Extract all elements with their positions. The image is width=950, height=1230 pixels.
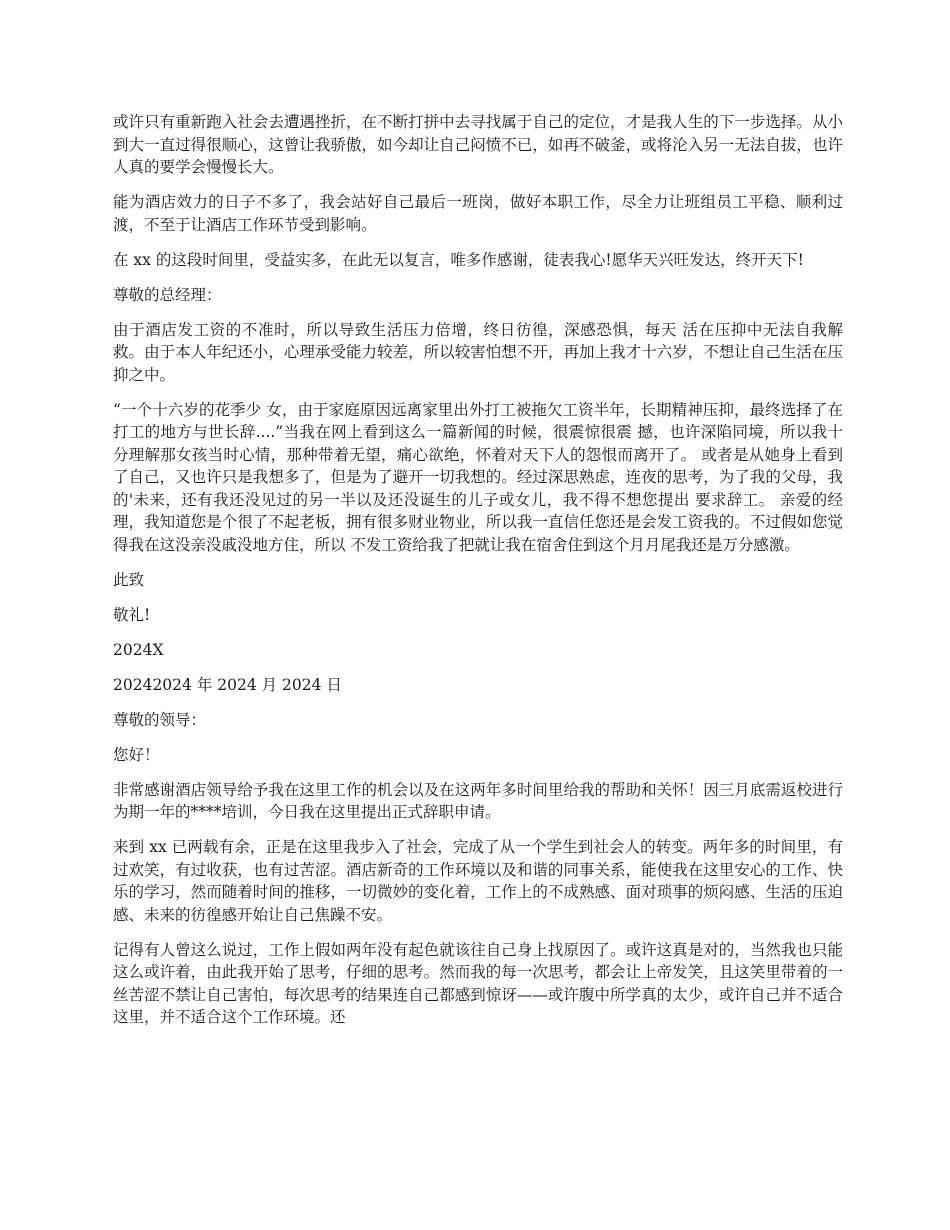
document-page (113, 111, 843, 1041)
salutation: 尊敬的总经理： (113, 285, 222, 304)
paragraph: 在 xx 的这段时间里，受益实多，在此无以复言，唯多作感谢，徒表我心!愿华天兴旺发达，终开天下! (113, 250, 804, 269)
greeting: 您好！ (113, 745, 160, 764)
salutation: 尊敬的领导： (113, 710, 207, 729)
closing-line: 此致 (113, 570, 145, 589)
paragraph: 记得有人曾这么说过，工作上假如两年没有起色就该往自己身上找原因了。或许这真是对的，当然我也只能这么或许着，由此我开始了思考，仔细的思考。然而我的每一次思考，都会让上帝发笑，且这笑里带着的一丝苦涩不禁让自己害怕，每次思考的结果连自己都感到惊讶——或许腹中所学真的太少，或许自己并不适合这里，并不适合这个工作环境。还 (113, 940, 843, 1026)
closing-line: 敬礼! (113, 605, 151, 624)
paragraph: 能为酒店效力的日子不多了，我会站好自己最后一班岗，做好本职工作，尽全力让班组员工平稳、顺利过渡，不至于让酒店工作环节受到影响。 (113, 193, 843, 234)
paragraph: “一个十六岁的花季少 女，由于家庭原因远离家里出外打工被拖欠工资半年，长期精神压抑，最终选择了在打工的地方与世长辞....”当我在网上看到这么一篇新闻的时候，很震惊很震 撼，也许深陷同境，所以我十分理解那女孩当时心情，那种带着无望，痛心欲绝，怀着对天下人的怨恨而离开了。 或者是从她身上看到了自己，又也许只是我想多了，但是为了避开一切我想的。经过深思熟虑，连夜的思考，为了我的父母，我的'未来，还有我还没见过的另一半以及还没诞生的儿子或女儿，我不得不想您提出 要求辞工。 亲爱的经理，我知道您是个很了不起老板，拥有很多财业物业，所以我一直信任您还是会发工资我的。不过假如您觉得我在这没亲没戚没地方住，所以 不发工资给我了把就让我在宿舍住到这个月月尾我还是万分感激。 (113, 400, 843, 554)
date-line: 20242024 年 2024 月 2024 日 (113, 675, 342, 694)
paragraph: 或许只有重新跑入社会去遭遇挫折，在不断打拼中去寻找属于自己的定位，才是我人生的下一步选择。从小到大一直过得很顺心，这曾让我骄傲，如今却让自己闷愤不已，如再不破釜，或将沦入另一无法自拔，也许人真的要学会慢慢长大。 (113, 113, 843, 176)
paragraph: 来到 xx 已两载有余，正是在这里我步入了社会，完成了从一个学生到社会人的转变。两年多的时间里，有过欢笑，有过收获，也有过苦涩。酒店新奇的工作环境以及和谐的同事关系，能使我在这里安心的工作、快乐的学习，然而随着时间的推移，一切微妙的变化着，工作上的不成熟感、面对琐事的烦闷感、生活的压迫感、未来的彷徨感开始让自己焦躁不安。 (113, 838, 843, 924)
paragraph: 由于酒店发工资的不准时，所以导致生活压力倍增，终日彷徨，深感恐惧，每天 活在压抑中无法自我解救。由于本人年纪还小，心理承受能力较差，所以较害怕想不开，再加上我才十六岁，不想让自己生活在压抑之中。 (113, 320, 843, 384)
signature: 2024X (113, 640, 164, 659)
paragraph: 非常感谢酒店领导给予我在这里工作的机会以及在这两年多时间里给我的帮助和关怀！因三月底需返校进行为期一年的****培训，今日我在这里提出正式辞职申请。 (113, 780, 843, 821)
